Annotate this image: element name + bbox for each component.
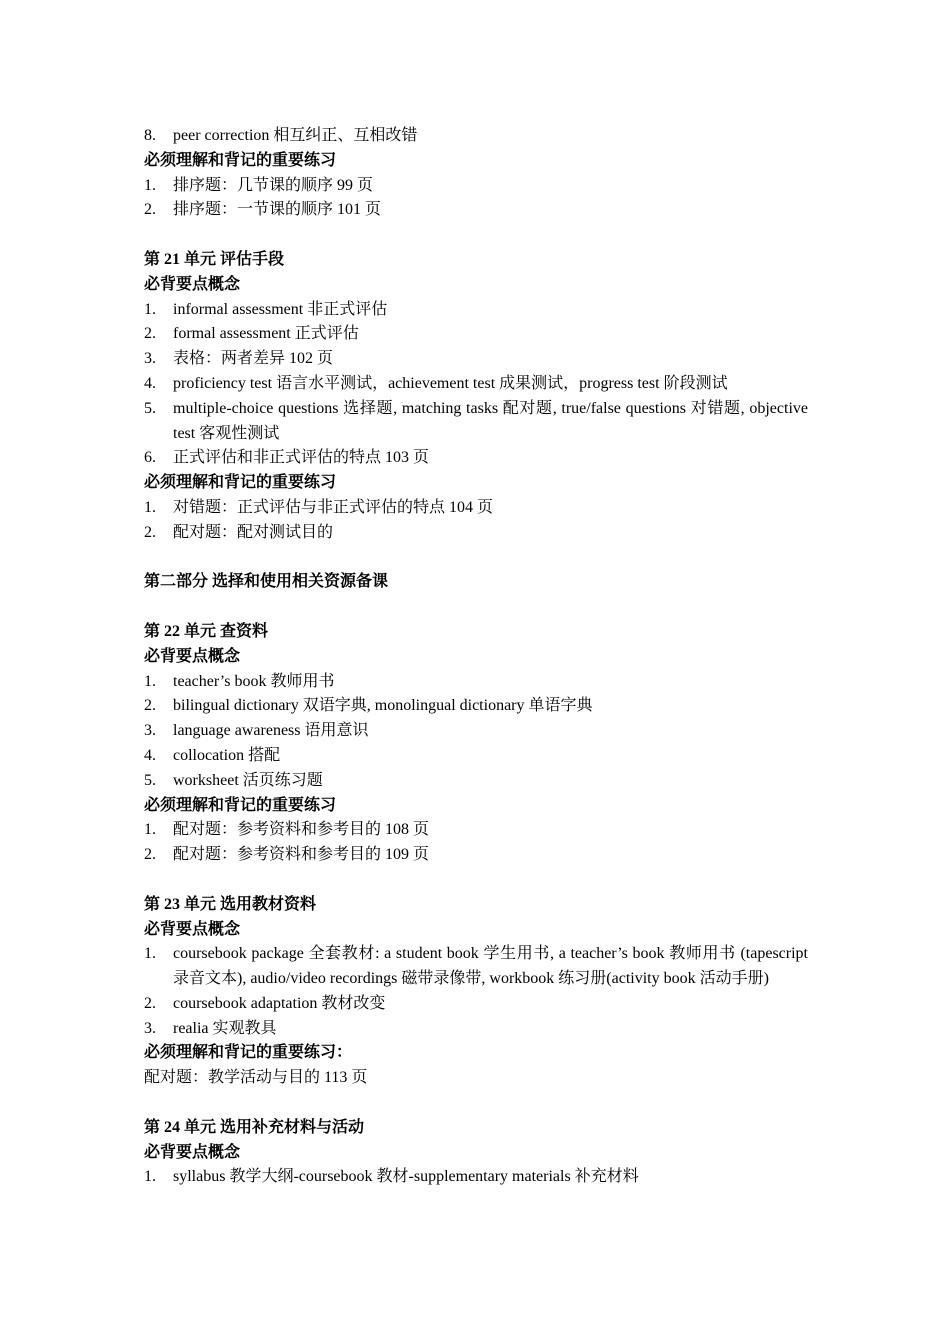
concepts-heading: 必背要点概念: [144, 275, 241, 293]
spacer: [144, 868, 808, 893]
spacer: [144, 546, 808, 571]
spacer: [144, 1091, 808, 1116]
list-item: 4. proficiency test 语言水平测试，achievement test 成果测试，progress test 阶段测试: [144, 374, 728, 392]
spacer: [144, 223, 808, 248]
list-item: 2. 排序题：一节课的顺序 101 页: [144, 201, 382, 219]
list-item: 1. teacher’s book 教师用书: [144, 672, 335, 690]
list-item: 3. 表格：两者差异 102 页: [144, 350, 334, 368]
list-item: 2. coursebook adaptation 教材改变: [144, 994, 386, 1012]
unit-23-title: 第 23 单元 选用教材资料: [144, 895, 317, 913]
concepts-heading: 必背要点概念: [144, 1143, 241, 1161]
list-item: 1. 对错题：正式评估与非正式评估的特点 104 页: [144, 498, 494, 516]
list-item: 2. formal assessment 正式评估: [144, 325, 359, 343]
list-item: 2. 配对题：参考资料和参考目的 109 页: [144, 846, 430, 864]
list-item: 3. realia 实观教具: [144, 1019, 277, 1037]
list-item: 1. informal assessment 非正式评估: [144, 300, 388, 318]
spacer: [144, 595, 808, 620]
list-item: 1. coursebook package 全套教材: a student book 学生用书, a teacher’s book 教师用书 (tapescript 录音文本), audio/video recordings 磁带录像带, workbook 练习册(activity book 活动手册): [144, 945, 808, 988]
list-item: 4. collocation 搭配: [144, 746, 281, 764]
document-page: [144, 124, 808, 1190]
list-item: 1. syllabus 教学大纲-coursebook 教材-supplementary materials 补充材料: [144, 1168, 639, 1186]
unit-21-title: 第 21 单元 评估手段: [144, 250, 285, 268]
list-item: 5. multiple-choice questions 选择题, matching tasks 配对题, true/false questions 对错题, objective test 客观性测试: [144, 399, 808, 442]
part-2-title: 第二部分 选择和使用相关资源备课: [144, 573, 389, 591]
list-item: 1. 排序题：几节课的顺序 99 页: [144, 176, 374, 194]
practice-heading: 必须理解和背记的重要练习: [144, 151, 337, 169]
list-item: 1. 配对题：参考资料和参考目的 108 页: [144, 821, 430, 839]
list-item: 5. worksheet 活页练习题: [144, 771, 323, 789]
concepts-heading: 必背要点概念: [144, 647, 241, 665]
list-item: 6. 正式评估和非正式评估的特点 103 页: [144, 449, 430, 467]
practice-text: 配对题：教学活动与目的 113 页: [144, 1069, 368, 1087]
concepts-heading: 必背要点概念: [144, 920, 241, 938]
practice-heading: 必须理解和背记的重要练习: [144, 796, 337, 814]
list-item: 2. 配对题：配对测试目的: [144, 523, 334, 541]
unit-22-title: 第 22 单元 查资料: [144, 622, 269, 640]
list-item: 8. peer correction 相互纠正、互相改错: [144, 127, 418, 144]
practice-heading: 必须理解和背记的重要练习：: [144, 1044, 353, 1062]
practice-heading: 必须理解和背记的重要练习: [144, 474, 337, 492]
list-item: 2. bilingual dictionary 双语字典, monolingual dictionary 单语字典: [144, 697, 593, 715]
unit-24-title: 第 24 单元 选用补充材料与活动: [144, 1118, 365, 1136]
list-item: 3. language awareness 语用意识: [144, 722, 369, 740]
